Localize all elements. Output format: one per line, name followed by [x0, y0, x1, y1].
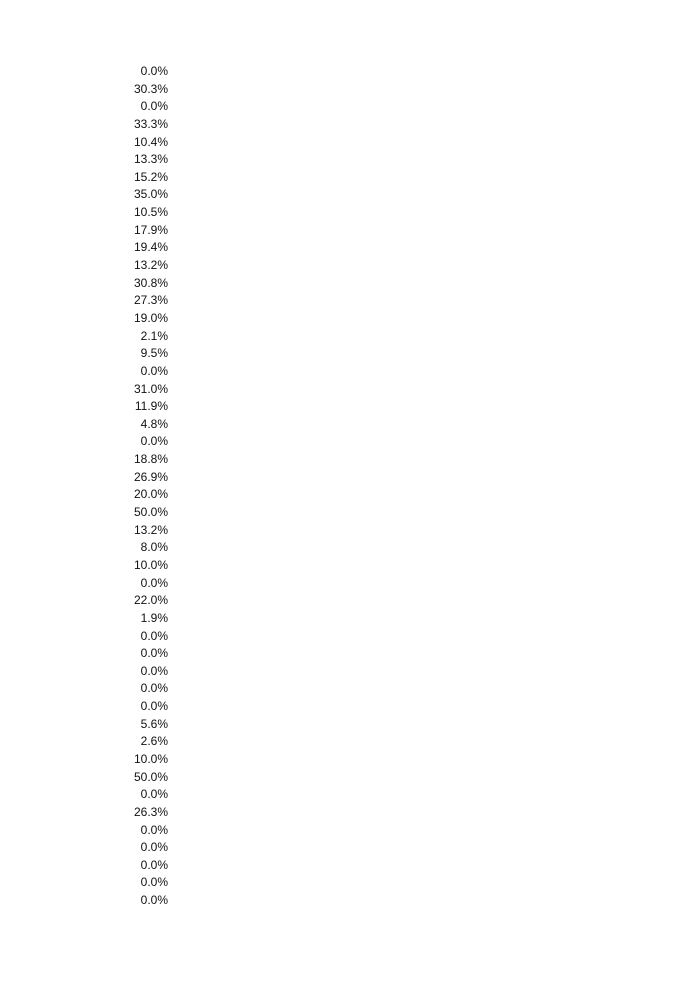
- percentage-cell: 0.0%: [140, 99, 168, 114]
- percentage-cell: 20.0%: [133, 487, 168, 502]
- percentage-cell: 0.0%: [140, 363, 168, 378]
- percentage-column: [0, 63, 168, 910]
- percentage-cell: 13.3%: [133, 152, 168, 167]
- percentage-cell: 19.4%: [133, 240, 168, 255]
- percentage-cell: 30.8%: [133, 275, 168, 290]
- percentage-cell: 9.5%: [140, 346, 168, 361]
- percentage-cell: 35.0%: [133, 187, 168, 202]
- percentage-cell: 1.9%: [140, 610, 168, 625]
- percentage-cell: 0.0%: [140, 434, 168, 449]
- percentage-cell: 11.9%: [134, 399, 168, 414]
- percentage-cell: 10.0%: [133, 751, 168, 766]
- percentage-cell: 2.6%: [140, 734, 168, 749]
- percentage-cell: 0.0%: [140, 875, 168, 890]
- percentage-cell: 0.0%: [140, 699, 168, 714]
- percentage-cell: 30.3%: [133, 81, 168, 96]
- percentage-cell: 0.0%: [140, 893, 168, 908]
- percentage-cell: 0.0%: [140, 64, 168, 78]
- percentage-cell: 13.2%: [133, 258, 168, 273]
- percentage-cell: 5.6%: [140, 716, 168, 731]
- percentage-cell: 10.4%: [133, 134, 168, 149]
- percentage-cell: 13.2%: [133, 522, 168, 537]
- percentage-cell: 0.0%: [140, 857, 168, 872]
- percentage-cell: 0.0%: [140, 646, 168, 661]
- percentage-cell: 10.5%: [133, 205, 168, 220]
- percentage-cell: 4.8%: [140, 416, 168, 431]
- percentage-cell: 8.0%: [140, 540, 168, 555]
- percentage-cell: 33.3%: [133, 116, 168, 131]
- percentage-cell: 0.0%: [140, 822, 168, 837]
- percentage-cell: 0.0%: [140, 575, 168, 590]
- percentage-cell: 0.0%: [140, 628, 168, 643]
- percentage-cell: 26.3%: [133, 804, 168, 819]
- percentage-cell: 50.0%: [133, 505, 168, 520]
- percentage-cell: 2.1%: [140, 328, 168, 343]
- percentage-cell: 22.0%: [133, 593, 168, 608]
- percentage-cell: 0.0%: [140, 681, 168, 696]
- percentage-cell: 31.0%: [133, 381, 168, 396]
- percentage-cell: 26.9%: [133, 469, 168, 484]
- percentage-cell: 19.0%: [133, 310, 168, 325]
- percentage-cell: 18.8%: [133, 452, 168, 467]
- percentage-cell: 0.0%: [140, 663, 168, 678]
- percentage-cell: 0.0%: [140, 840, 168, 855]
- percentage-cell: 0.0%: [140, 787, 168, 802]
- percentage-cell: 15.2%: [133, 169, 168, 184]
- percentage-cell: 17.9%: [133, 222, 168, 237]
- percentage-cell: 50.0%: [133, 769, 168, 784]
- percentage-cell: 27.3%: [133, 293, 168, 308]
- percentage-cell: 10.0%: [133, 557, 168, 572]
